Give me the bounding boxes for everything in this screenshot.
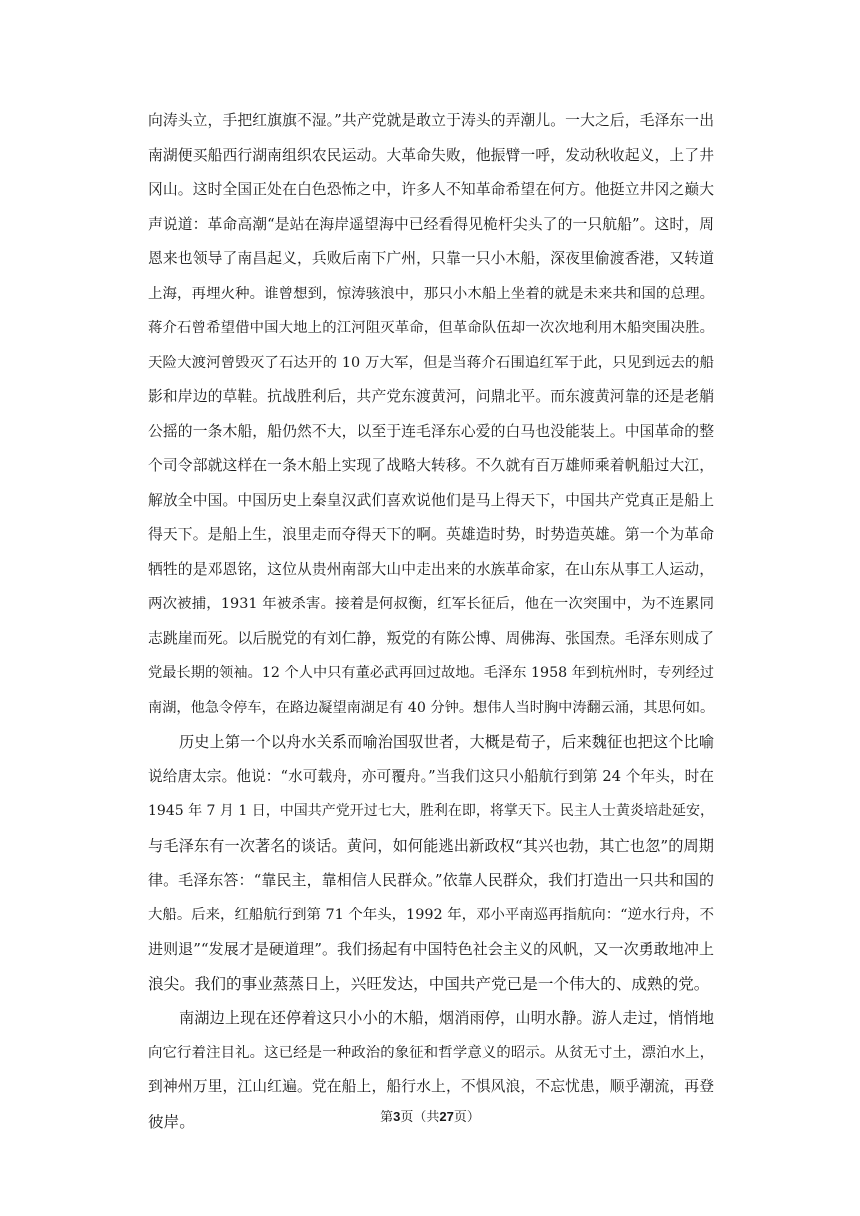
text-line: 解放全中国。中国历史上秦皇汉武们喜欢说他们是马上得天下，中国共产党真正是船上 [148, 491, 714, 509]
text-line: 进则退”“发展才是硬道理”。我们扬起有中国特色社会主义的风帆，又一次勇敢地冲上 [148, 940, 714, 958]
text-line: 恩来也领导了南昌起义，兵败后南下广州，只靠一只小木船，深夜里偷渡香港，又转道 [148, 250, 714, 267]
text-line: 天险大渡河曾毁灭了石达开的 10 万大军，但是当蒋介石围追红军于此，只见到远去的船 [148, 354, 714, 371]
text-line: 影和岸边的草鞋。抗战胜利后，共产党东渡黄河，问鼎北平。而东渡黄河靠的还是老艄 [148, 388, 714, 405]
text-line: 1945 年 7 月 1 日，中国共产党开过七大，胜利在即，将掌天下。民主人士黄炎培赴延安， [148, 803, 714, 819]
paragraph [148, 104, 714, 725]
text-line: 个司令部就这样在一条木船上实现了战略大转移。不久就有百万雄师乘着帆船过大江， [148, 457, 714, 474]
text-line: 公摇的一条木船，船仍然不大，以至于连毛泽东心爱的白马也没能装上。中国革命的整 [148, 422, 714, 440]
text-line: 大船。后来，红船航行到第 71 个年头，1992 年，邓小平南巡再指航向：“逆水行舟，不 [148, 906, 714, 923]
text-line: 牺牲的是邓恩铭，这位从贵州南部大山中走出来的水族革命家，在山东从事工人运动， [148, 560, 714, 578]
text-line: 到神州万里，江山红遍。党在船上，船行水上，不惧风浪，不忘忧患，顺乎潮流，再登 [148, 1078, 714, 1095]
text-line: 志跳崖而死。以后脱党的有刘仁静，叛党的有陈公博、周佛海、张国焘。毛泽东则成了 [148, 629, 714, 647]
footer-suffix: 页） [453, 1110, 480, 1125]
text-line: 与毛泽东有一次著名的谈话。黄问，如何能逃出新政权“其兴也勃，其亡也忽”的周期 [148, 836, 714, 855]
footer-middle: 页（共 [400, 1110, 440, 1125]
text-line: 律。毛泽东答：“靠民主，靠相信人民群众。”依靠人民群众，我们打造出一只共和国的 [148, 871, 714, 889]
text-line: 两次被捕，1931 年被杀害。接着是何叔衡，红军长征后，他在一次突围中，为不连累同 [148, 596, 714, 612]
text-line: 上海，再埋火种。谁曾想到，惊涛骇浪中，那只小木船上坐着的就是未来共和国的总理。 [148, 285, 714, 302]
document-body [148, 104, 714, 1139]
text-line: 南湖边上现在还停着这只小小的木船，烟消雨停，山明水静。游人走过，悄悄地 [179, 1009, 714, 1027]
text-line: 蒋介石曾希望借中国大地上的江河阻灭革命，但革命队伍却一次次地利用木船突围决胜。 [148, 320, 714, 336]
text-line: 声说道：革命高潮“是站在海岸遥望海中已经看得见桅杆尖头了的一只航船”。这时，周 [148, 215, 714, 233]
current-page-number: 3 [393, 1109, 401, 1124]
text-line: 浪尖。我们的事业蒸蒸日上，兴旺发达，中国共产党已是一个伟大的、成熟的党。 [148, 974, 710, 993]
text-line: 南湖便买船西行湖南组织农民运动。大革命失败，他振臂一呼，发动秋收起义，上了井 [148, 146, 714, 164]
footer-prefix: 第 [380, 1110, 394, 1125]
text-line: 冈山。这时全国正处在白色恐怖之中，许多人不知革命希望在何方。他挺立井冈之巅大 [148, 181, 714, 198]
text-line: 向它行着注目礼。这已经是一种政治的象征和哲学意义的昭示。从贫无寸土，漂泊水上， [148, 1044, 714, 1061]
text-line: 说给唐太宗。他说：“水可载舟，亦可覆舟。”当我们这只小船航行到第 24 个年头，时在 [148, 767, 714, 785]
text-line: 彼岸。 [148, 1112, 195, 1131]
text-line: 南湖，他急令停车，在路边凝望南湖足有 40 分钟。想伟人当时胸中涛翻云涌，其思何如。 [148, 699, 715, 716]
total-page-count: 27 [439, 1109, 454, 1124]
text-line: 党最长期的领袖。12 个人中只有董必武再回过故地。毛泽东 1958 年到杭州时，专列经过 [148, 665, 714, 681]
text-line: 得天下。是船上生，浪里走而夺得天下的啊。英雄造时势，时势造英雄。第一个为革命 [148, 526, 714, 543]
page-footer [0, 1106, 860, 1125]
text-line: 历史上第一个以舟水关系而喻治国驭世者，大概是荀子，后来魏征也把这个比喻 [179, 733, 714, 751]
paragraph [148, 725, 714, 1001]
text-line: 向涛头立，手把红旗旗不湿。”共产党就是敢立于涛头的弄潮儿。一大之后，毛泽东一出 [148, 112, 714, 129]
